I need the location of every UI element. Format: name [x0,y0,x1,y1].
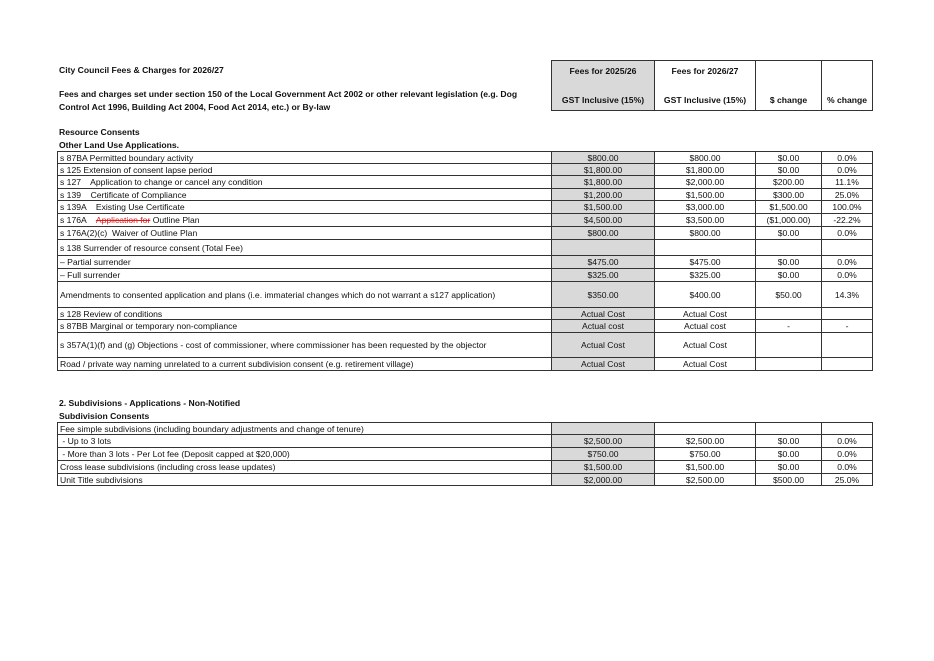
fee-description: s 138 Surrender of resource consent (Total Fee) [57,239,552,256]
fee-description-suffix: Outline Plan [150,215,200,225]
header-fees-old-title: Fees for 2025/26 [569,66,637,76]
percent-change: 0.0% [821,255,873,269]
percent-change [821,239,873,256]
fee-2026-27: $3,500.00 [654,213,756,227]
fee-description: s 87BA Permitted boundary activity [57,151,552,164]
fee-2025-26: $325.00 [551,268,655,282]
fee-2026-27: Actual Cost [654,332,756,358]
header-fees-old-gst: GST Inclusive (15%) [561,95,645,105]
table-row [57,332,873,358]
fee-description: Cross lease subdivisions (including cross lease updates) [57,460,552,474]
fee-2025-26: $1,200.00 [551,188,655,201]
header-fees-new-title: Fees for 2026/27 [671,66,739,76]
document-title: City Council Fees & Charges for 2026/27 [59,65,224,75]
table-row [57,226,873,240]
fee-2025-26: $800.00 [551,226,655,240]
fee-2026-27: $2,500.00 [654,434,756,448]
dollar-change: $0.00 [755,255,822,269]
fee-description [57,213,552,227]
table-row [57,281,873,308]
fee-2025-26 [551,239,655,256]
header-fees-new [654,60,756,111]
percent-change: -22.2% [821,213,873,227]
fee-2026-27: Actual Cost [654,307,756,320]
fee-description: s 87BB Marginal or temporary non-compliance [57,319,552,333]
header-fees-new-gst: GST Inclusive (15%) [663,95,747,105]
fee-2025-26: Actual Cost [551,332,655,358]
fee-2026-27: $1,500.00 [654,188,756,201]
fee-description-prefix: s 176A [60,215,96,225]
percent-change [821,332,873,358]
fee-description: s 139 Certificate of Compliance [57,188,552,201]
fee-2025-26: $475.00 [551,255,655,269]
header-dollar-change [755,60,822,111]
fee-2026-27: $325.00 [654,268,756,282]
percent-change: 100.0% [821,200,873,214]
percent-change: 0.0% [821,226,873,240]
dollar-change: $0.00 [755,163,822,176]
percent-change: 0.0% [821,447,873,461]
percent-change [821,357,873,371]
header-percent-change-label: % change [826,95,868,105]
document-description: Fees and charges set under section 150 of the Local Government Act 2002 or other relevant legislation (e.g. Dog Control Act 1996, Building Act 2004, Food Act 2014, etc.) or By-law [59,89,518,112]
dollar-change: $0.00 [755,460,822,474]
percent-change: 0.0% [821,434,873,448]
fee-2025-26: $4,500.00 [551,213,655,227]
table-row [57,473,873,486]
dollar-change [755,357,822,371]
fee-description: - More than 3 lots - Per Lot fee (Deposit capped at $20,000) [57,447,552,461]
fee-2026-27: Actual Cost [654,357,756,371]
dollar-change: - [755,319,822,333]
dollar-change: $1,500.00 [755,200,822,214]
percent-change: 0.0% [821,163,873,176]
fee-2025-26: $350.00 [551,281,655,308]
percent-change: 14.3% [821,281,873,308]
fee-2025-26: Actual cost [551,319,655,333]
dollar-change: $0.00 [755,226,822,240]
table-row [57,239,873,256]
table-row [57,357,873,371]
dollar-change: $50.00 [755,281,822,308]
dollar-change: ($1,000.00) [755,213,822,227]
fee-description: s 128 Review of conditions [57,307,552,320]
section-title: 2. Subdivisions - Applications - Non-Notified [59,398,241,408]
dollar-change: $300.00 [755,188,822,201]
percent-change: 0.0% [821,151,873,164]
table-row [57,268,873,282]
fee-description: Unit Title subdivisions [57,473,552,486]
fee-description: – Partial surrender [57,255,552,269]
dollar-change: $200.00 [755,175,822,189]
fee-2025-26: $750.00 [551,447,655,461]
fee-description: s 125 Extension of consent lapse period [57,163,552,176]
fee-description: s 176A(2)(c) Waiver of Outline Plan [57,226,552,240]
fee-2025-26: $1,500.00 [551,200,655,214]
percent-change: 0.0% [821,460,873,474]
struck-through-text: Application for [95,215,151,225]
fee-2026-27: $2,500.00 [654,473,756,486]
percent-change: 25.0% [821,473,873,486]
fee-2026-27: $750.00 [654,447,756,461]
fee-description: – Full surrender [57,268,552,282]
table-row [57,213,873,227]
fee-description: Fee simple subdivisions (including boundary adjustments and change of tenure) [57,422,552,435]
fee-description: s 357A(1)(f) and (g) Objections - cost of commissioner, where commissioner has been requested by the objector [57,332,552,358]
fee-2025-26: $2,500.00 [551,434,655,448]
percent-change: 25.0% [821,188,873,201]
fee-2026-27: $400.00 [654,281,756,308]
fee-2026-27: $1,500.00 [654,460,756,474]
header-dollar-change-label: $ change [769,95,808,105]
fee-2025-26: $1,800.00 [551,163,655,176]
section-subtitle: Subdivision Consents [59,411,150,421]
fee-2025-26: Actual Cost [551,357,655,371]
dollar-change: $0.00 [755,447,822,461]
fee-2026-27: $475.00 [654,255,756,269]
header-fees-old [551,60,655,111]
fee-2026-27: $3,000.00 [654,200,756,214]
table-row [57,434,873,448]
fee-2026-27: $1,800.00 [654,163,756,176]
header-percent-change [821,60,873,111]
percent-change: 11.1% [821,175,873,189]
table-row [57,200,873,214]
fee-2026-27: $800.00 [654,151,756,164]
table-row [57,447,873,461]
fee-description: Amendments to consented application and plans (i.e. immaterial changes which do not warrant a s127 application) [57,281,552,308]
fee-description: s 139A Existing Use Certificate [57,200,552,214]
fee-description: s 127 Application to change or cancel any condition [57,175,552,189]
percent-change: - [821,319,873,333]
percent-change: 0.0% [821,268,873,282]
fee-2025-26: $1,500.00 [551,460,655,474]
fee-2025-26: Actual Cost [551,307,655,320]
fee-2026-27: Actual cost [654,319,756,333]
fee-2025-26: $1,800.00 [551,175,655,189]
table-row [57,460,873,474]
fee-2025-26: $2,000.00 [551,473,655,486]
dollar-change: $0.00 [755,434,822,448]
fee-2026-27: $800.00 [654,226,756,240]
fee-description: Road / private way naming unrelated to a current subdivision consent (e.g. retirement village) [57,357,552,371]
dollar-change: $0.00 [755,151,822,164]
dollar-change: $500.00 [755,473,822,486]
section-subtitle: Other Land Use Applications. [59,140,180,150]
fee-2026-27: $2,000.00 [654,175,756,189]
section-title: Resource Consents [59,127,140,137]
dollar-change: $0.00 [755,268,822,282]
fee-description: - Up to 3 lots [57,434,552,448]
dollar-change [755,332,822,358]
table-row [57,175,873,189]
table-row [57,319,873,333]
fee-2026-27 [654,239,756,256]
fee-2025-26: $800.00 [551,151,655,164]
dollar-change [755,239,822,256]
table-row [57,255,873,269]
